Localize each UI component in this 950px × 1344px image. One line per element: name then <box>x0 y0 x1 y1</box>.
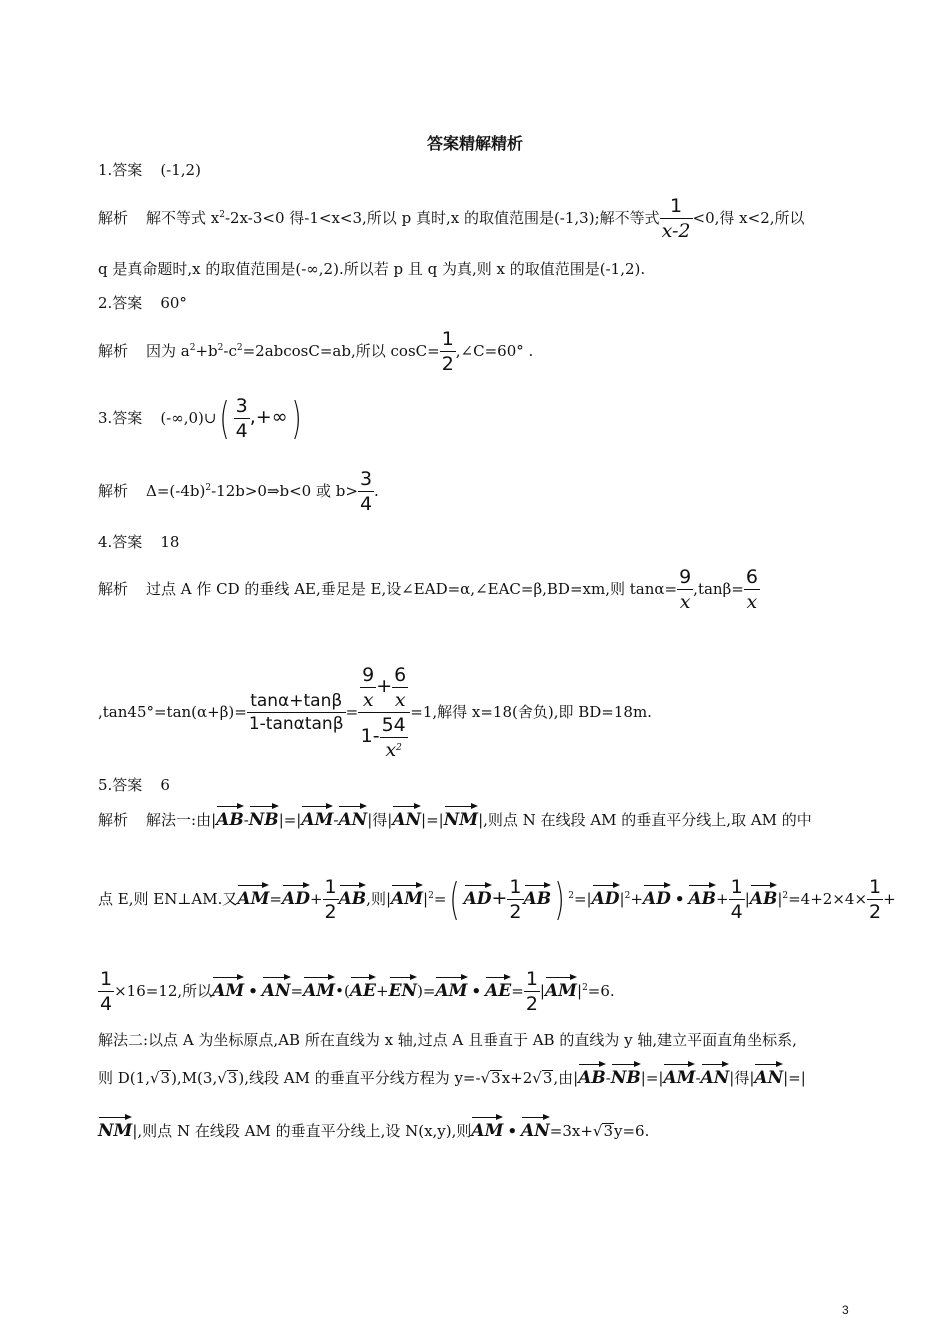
explanation-label: 解析 <box>98 482 129 500</box>
answer-value: (-1,2) <box>160 161 201 179</box>
answer-label: 2.答案 <box>98 294 143 312</box>
fraction: $\frac{9}{x}$ <box>679 566 692 613</box>
q2-answer-line <box>98 296 187 311</box>
q5-method2-line-1: 解法二:以点 A 为坐标原点,AB 所在直线为 x 轴,过点 A 且垂直于 AB 的直线为 y 轴,建立平面直角坐标系, <box>98 1031 797 1049</box>
fraction: $\frac{1}{2}$ <box>441 328 454 375</box>
fraction: $\frac{1}{4}$ <box>730 876 743 923</box>
q1-explanation-line-1: 解析 解不等式 $x^2-2x-3<0$ 得-1<x<3,所以 p 真时,x 的取值范围是(-1,3);解不等式 $\frac{1}{x-2}$ <0,得 x<2,所以 <box>98 195 805 242</box>
fraction: $\frac{\tan\alpha+\tan\beta}{1-\tan\alpha\tan\beta}$ <box>248 691 344 734</box>
answer-value: 6 <box>160 776 170 794</box>
explanation-label: 解析 <box>98 580 129 598</box>
q3-answer-line: 3.答案 (-∞,0)∪( $\frac{3}{4}$ ,+∞) <box>98 393 302 444</box>
q5-method2-line-3: NM|,则点 N 在线段 AM 的垂直平分线上,设 N(x,y),则AM • AN=3x+√3y=6. <box>98 1115 649 1140</box>
explanation-label: 解析 <box>98 811 129 829</box>
q5-answer-line <box>98 778 170 793</box>
q1-explanation-line-2: q 是真命题时,x 的取值范围是(-∞,2).所以若 p 且 q 为真,则 x 的取值范围是(-1,2). <box>98 260 646 278</box>
fraction: $\frac{6}{x}$ <box>745 566 758 613</box>
fraction: $\frac{1}{2}$ <box>869 876 882 923</box>
answer-value: 18 <box>160 533 180 551</box>
q1-answer-line <box>98 163 201 178</box>
q3-explanation-line: 解析 $\Delta=(-4b)^2-12b>0\Rightarrow b<0$ 或 b> $\frac{3}{4}$ . <box>98 468 379 515</box>
fraction: $\frac{1}{4}$ <box>100 968 113 1015</box>
compound-fraction: $\frac{9}{x}$ + $\frac{6}{x}$ 1- $\frac{54}{x^2}$ <box>358 666 410 760</box>
page-title: 答案精解精析 <box>426 134 523 153</box>
page-number: 3 <box>842 1303 849 1317</box>
answer-label: 4.答案 <box>98 533 143 551</box>
explanation-label: 解析 <box>98 209 129 227</box>
fraction: $\frac{3}{4}$ <box>359 468 373 515</box>
fraction: $\frac{1}{2}$ <box>525 968 538 1015</box>
fraction: $\frac{1}{2}$ <box>509 876 522 923</box>
explanation-label: 解析 <box>98 342 129 360</box>
q5-explanation-line-1: 解析 解法一:由|AB-NB|=|AM-AN|得|AN|=|NM|,则点 N 在线段 AM 的垂直平分线上,取 AM 的中 <box>98 804 812 829</box>
q2-explanation-line: 解析 因为 $a^2+b^2-c^2=2abcosC=ab$,所以 cosC= $\frac{1}{2}$ ,∠C=60° . <box>98 328 534 375</box>
fraction: $\frac{1}{x-2}$ <box>661 195 691 242</box>
q4-explanation-line-2: ,tan45°=tan(α+β)= $\frac{\tan\alpha+\tan\beta}{1-\tan\alpha\tan\beta}$ = $\frac{9}{x}$ + $\frac{6}{x}$ 1- $\frac{54}{x^2}$ =1,解得 x=18(舍负),即 BD=18m. <box>98 664 652 761</box>
answer-label: 5.答案 <box>98 776 143 794</box>
q4-answer-line <box>98 535 179 550</box>
q5-method2-line-2: 则 D(1,√3),M(3,√3),线段 AM 的垂直平分线方程为 y=-√3x+2√3,由|AB-NB|=|AM-AN|得|AN|=| <box>98 1062 806 1087</box>
q4-explanation-line-1: 解析 过点 A 作 CD 的垂线 AE,垂足是 E,设∠EAD=α,∠EAC=β,BD=xm,则 tanα= $\frac{9}{x}$ ,tanβ= $\frac{6}{x}$ <box>98 566 758 613</box>
answer-label: 1.答案 <box>98 161 143 179</box>
fraction: $\frac{1}{2}$ <box>324 876 337 923</box>
q5-explanation-line-2: 点 E,则 EN⊥AM.又AM=AD+ $\frac{1}{2}$ AB,则$|AM|^2=$( AD+ $\frac{1}{2}$ AB) $^2=|AD|^2+AD$ • AB+ $\frac{1}{4}$ $|AB|^2=4+2\times 4\times$ $\frac{1}{2}$ + <box>98 874 896 925</box>
q5-explanation-line-3: $\frac{1}{4}$ ×16=12,所以AM • AN=AM•(AE+EN)=AM • AE= $\frac{1}{2}$ $|AM|^2=6$. <box>100 968 615 1015</box>
answer-label: 3.答案 <box>98 409 143 427</box>
answer-value: 60° <box>160 294 187 312</box>
fraction: $\frac{3}{4}$ <box>235 395 248 442</box>
